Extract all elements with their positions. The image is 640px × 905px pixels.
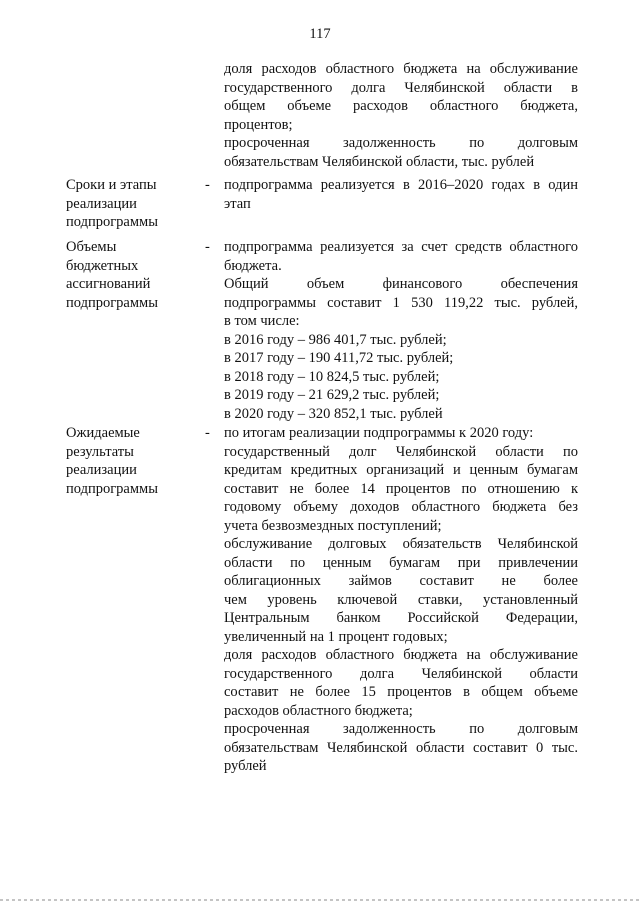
text-line: государственного долга Челябинской области	[224, 665, 578, 682]
label-line: реализации	[66, 195, 137, 212]
text-line: увеличенный на 1 процент годовых;	[224, 628, 448, 645]
text-line: Общий объем финансового обеспечения	[224, 276, 578, 292]
text-line: в 2016 году – 986 401,7 тыс. рублей;	[224, 331, 447, 348]
row-content	[224, 176, 578, 213]
text-line: обязательствам Челябинской области составит 0 тыс.	[224, 739, 578, 756]
label-line: ассигнований	[66, 276, 151, 292]
label-line: подпрограммы	[66, 480, 158, 497]
text-line: в 2017 году – 190 411,72 тыс. рублей;	[224, 350, 454, 366]
text-line: учета безвозмездных поступлений;	[224, 517, 442, 534]
label-line: бюджетных	[66, 257, 139, 274]
row-dash: -	[205, 239, 210, 255]
row-dash: -	[205, 425, 210, 441]
label-line: Ожидаемые	[66, 425, 140, 441]
text-line: просроченная задолженность по долговым	[224, 135, 578, 151]
row-label	[66, 238, 191, 312]
text-line: Центральным банком Российской Федерации,	[224, 610, 578, 626]
label-line: результаты	[66, 443, 134, 460]
label-line: подпрограммы	[66, 294, 158, 311]
continued-indicators	[224, 60, 578, 171]
text-line: составит не более 14 процентов по отношению к	[224, 480, 578, 497]
row-dash: -	[205, 177, 210, 193]
text-line: годовому объему доходов областного бюджета без	[224, 499, 578, 515]
text-line: области по ценным бумагам при привлечении	[224, 554, 578, 571]
text-line: доля расходов областного бюджета на обслуживание	[224, 647, 578, 663]
text-line: чем уровень ключевой ставки, установленный	[224, 591, 578, 608]
text-line: в 2019 году – 21 629,2 тыс. рублей;	[224, 387, 440, 403]
label-line: Объемы	[66, 239, 117, 255]
label-line: подпрограммы	[66, 214, 158, 230]
text-line: облигационных займов составит не более	[224, 573, 578, 589]
text-line: государственный долг Челябинской области по	[224, 443, 578, 460]
text-line: подпрограммы составит 1 530 119,22 тыс. рублей,	[224, 294, 578, 311]
label-line: реализации	[66, 462, 137, 478]
text-line: подпрограмма реализуется за счет средств областного	[224, 239, 578, 255]
row-label	[66, 176, 191, 232]
text-line: просроченная задолженность по долговым	[224, 721, 578, 737]
text-line: составит не более 15 процентов в общем объеме	[224, 684, 578, 700]
text-line: доля расходов областного бюджета на обслуживание	[224, 61, 578, 77]
text-line: в 2018 году – 10 824,5 тыс. рублей;	[224, 368, 440, 385]
text-line: в том числе:	[224, 313, 300, 329]
text-line: бюджета.	[224, 257, 282, 274]
text-line: по итогам реализации подпрограммы к 2020 году:	[224, 425, 534, 441]
label-line: Сроки и этапы	[66, 177, 157, 193]
row-label	[66, 424, 191, 498]
scan-edge-divider	[0, 899, 640, 901]
text-line: подпрограмма реализуется в 2016–2020 годах в один	[224, 177, 578, 193]
text-line: в 2020 году – 320 852,1 тыс. рублей	[224, 405, 443, 422]
text-line: обязательствам Челябинской области, тыс. рублей	[224, 153, 535, 170]
text-line: кредитам кредитных организаций и ценным бумагам	[224, 462, 578, 478]
text-line: процентов;	[224, 116, 293, 133]
row-content	[224, 424, 578, 776]
text-line: расходов областного бюджета;	[224, 702, 413, 719]
text-line: обслуживание долговых обязательств Челябинской	[224, 536, 578, 552]
text-line: рублей	[224, 758, 267, 774]
text-line: общем объеме расходов областного бюджета,	[224, 98, 578, 114]
text-line: этап	[224, 195, 251, 212]
row-content	[224, 238, 578, 423]
page-number: 117	[309, 26, 331, 42]
text-line: государственного долга Челябинской области в	[224, 79, 578, 96]
